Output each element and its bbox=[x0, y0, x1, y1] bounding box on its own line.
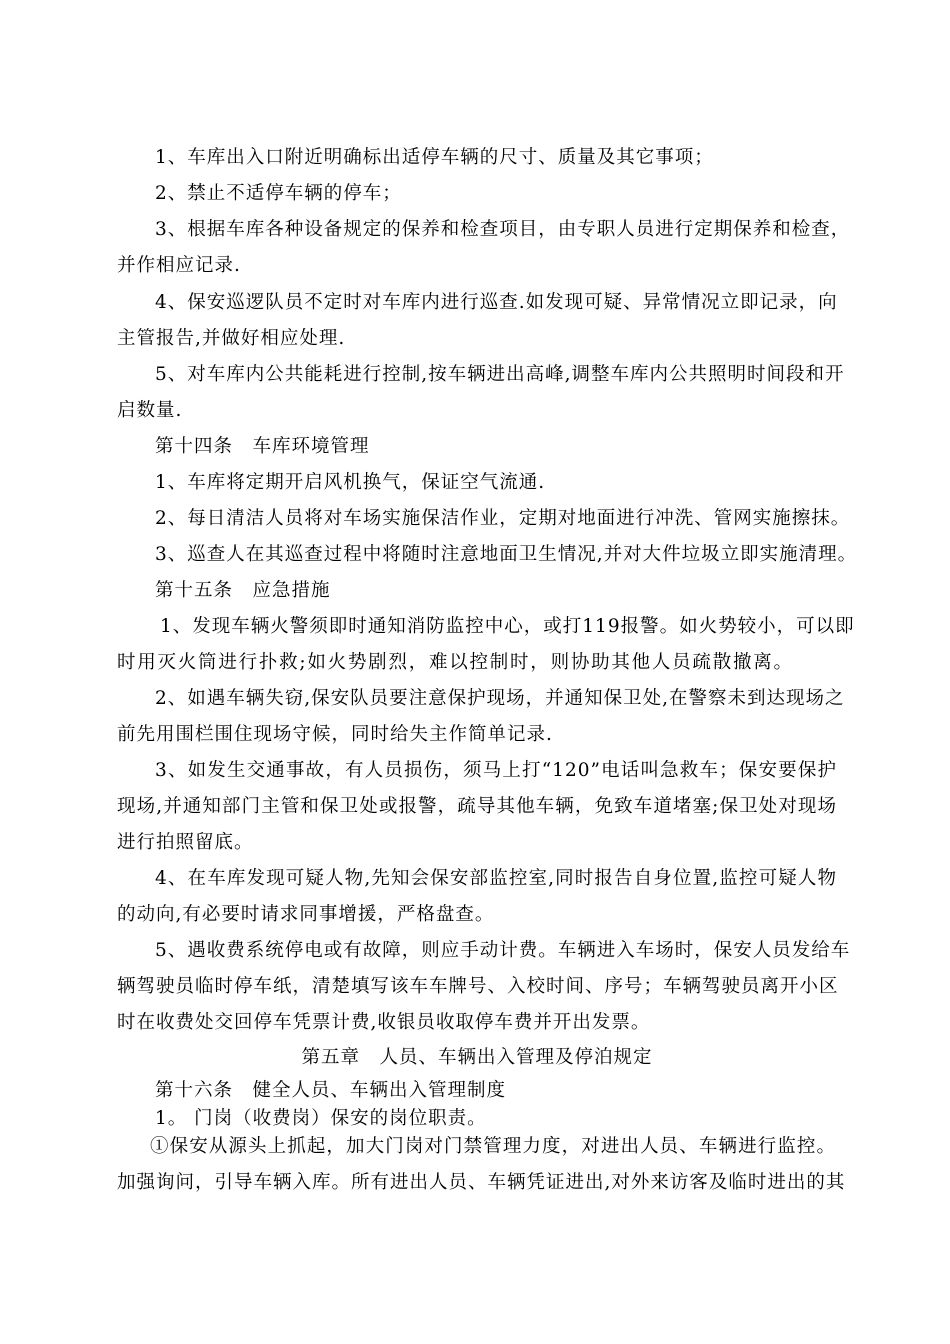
text-line: ①保安从源头上抓起，加大门岗对门禁管理力度，对进出人员、车辆进行监控。 bbox=[150, 1136, 836, 1157]
text-line: 进行拍照留底。 bbox=[117, 832, 254, 853]
text-line: 3、根据车库各种设备规定的保养和检查项目，由专职人员进行定期保养和检查， bbox=[155, 219, 851, 240]
text-line: 2、每日清洁人员将对车场实施保洁作业，定期对地面进行冲洗、管网实施擦抹。 bbox=[155, 508, 851, 529]
text-line: 5、对车库内公共能耗进行控制,按车辆进出高峰,调整车库内公共照明时间段和开 bbox=[155, 364, 845, 385]
text-line: 2、如遇车辆失窃,保安队员要注意保护现场，并通知保卫处,在警察未到达现场之 bbox=[155, 688, 845, 709]
text-line: 启数量. bbox=[117, 400, 183, 421]
text-line: 3、如发生交通事故，有人员损伤，须马上打“120”电话叫急救车；保安要保护 bbox=[155, 760, 837, 781]
text-line: 主管报告,并做好相应处理. bbox=[117, 328, 346, 349]
text-line: 前先用围栏围住现场守候，同时给失主作简单记录. bbox=[117, 724, 553, 745]
text-line: 1。 门岗（收费岗）保安的岗位职责。 bbox=[155, 1108, 487, 1129]
text-line: 4、在车库发现可疑人物,先知会保安部监控室,同时报告自身位置,监控可疑人物 bbox=[155, 868, 837, 889]
text-line: 时在收费处交回停车凭票计费,收银员收取停车费并开出发票。 bbox=[117, 1012, 651, 1033]
text-line: 加强询问，引导车辆入库。所有进出人员、车辆凭证进出,对外来访客及临时进出的其 bbox=[117, 1172, 846, 1193]
text-line: 1、车库将定期开启风机换气，保证空气流通. bbox=[155, 472, 546, 493]
text-line: 3、巡查人在其巡查过程中将随时注意地面卫生情况,并对大件垃圾立即实施清理。 bbox=[155, 544, 858, 565]
chapter-heading: 第五章 人员、车辆出入管理及停泊规定 bbox=[301, 1047, 653, 1068]
text-line: 5、遇收费系统停电或有故障，则应手动计费。车辆进入车场时，保安人员发给车 bbox=[155, 940, 851, 961]
text-line: 并作相应记录. bbox=[117, 255, 241, 276]
section-heading: 第十四条 车库环境管理 bbox=[155, 436, 370, 457]
text-line: 4、保安巡逻队员不定时对车库内进行巡查.如发现可疑、异常情况立即记录，向 bbox=[155, 292, 838, 313]
text-line: 1、车库出入口附近明确标出适停车辆的尺寸、质量及其它事项； bbox=[155, 147, 714, 168]
section-heading: 第十六条 健全人员、车辆出入管理制度 bbox=[155, 1080, 507, 1101]
text-line: 2、禁止不适停车辆的停车； bbox=[155, 183, 402, 204]
text-line: 的动向,有必要时请求同事增援，严格盘查。 bbox=[117, 904, 495, 925]
text-line: 辆驾驶员临时停车纸，清楚填写该车车牌号、入校时间、序号；车辆驾驶员离开小区 bbox=[117, 976, 839, 997]
text-line: 现场,并通知部门主管和保卫处或报警，疏导其他车辆，免致车道堵塞;保卫处对现场 bbox=[117, 796, 837, 817]
section-heading: 第十五条 应急措施 bbox=[155, 580, 331, 601]
text-line: 时用灭火筒进行扑救;如火势剧烈，难以控制时，则协助其他人员疏散撤离。 bbox=[117, 652, 793, 673]
text-line: 1、发现车辆火警须即时通知消防监控中心，或打119报警。如火势较小，可以即 bbox=[160, 616, 855, 637]
